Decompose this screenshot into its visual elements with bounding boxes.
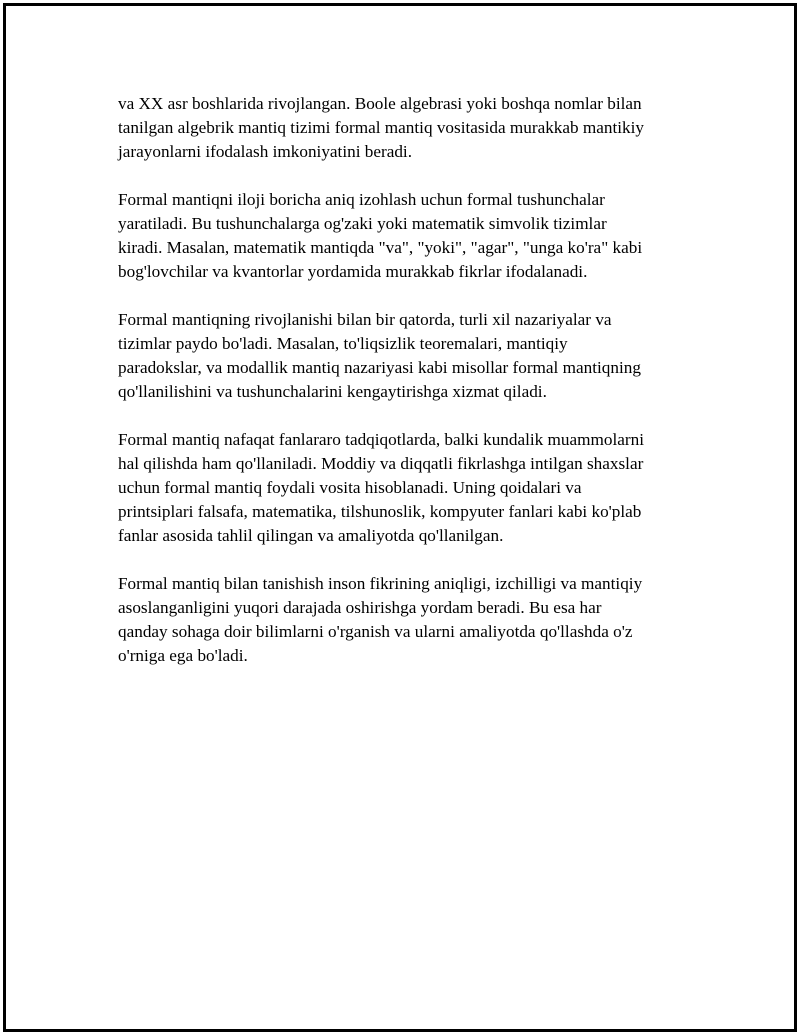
text-line: fanlar asosida tahlil qilingan va amaliyotda qo'llanilgan.: [118, 526, 504, 545]
text-line: qo'llanilishini va tushunchalarini kengaytirishga xizmat qiladi.: [118, 382, 547, 401]
paragraph: [118, 92, 698, 164]
text-line: paradokslar, va modallik mantiq nazariyasi kabi misollar formal mantiqning: [118, 358, 641, 377]
paragraph: [118, 308, 698, 404]
paragraph: [118, 188, 698, 284]
text-line: Formal mantiq nafaqat fanlararo tadqiqotlarda, balki kundalik muammolarni: [118, 430, 644, 449]
paragraph: [118, 572, 698, 668]
text-line: Formal mantiqni iloji boricha aniq izohlash uchun formal tushunchalar: [118, 190, 605, 209]
text-line: kiradi. Masalan, matematik mantiqda "va", "yoki", "agar", "unga ko'ra" kabi: [118, 238, 643, 257]
text-line: hal qilishda ham qo'llaniladi. Moddiy va diqqatli fikrlashga intilgan shaxslar: [118, 454, 644, 473]
text-line: Formal mantiqning rivojlanishi bilan bir qatorda, turli xil nazariyalar va: [118, 310, 612, 329]
text-line: va XX asr boshlarida rivojlangan. Boole algebrasi yoki boshqa nomlar bilan: [118, 94, 642, 113]
text-line: o'rniga ega bo'ladi.: [118, 646, 248, 665]
text-line: tanilgan algebrik mantiq tizimi formal mantiq vositasida murakkab mantikiy: [118, 118, 645, 137]
paragraph: [118, 428, 698, 548]
page-content: [118, 92, 698, 692]
text-line: printsiplari falsafa, matematika, tilshunoslik, kompyuter fanlari kabi ko'plab: [118, 502, 642, 521]
text-line: tizimlar paydo bo'ladi. Masalan, to'liqsizlik teoremalari, mantiqiy: [118, 334, 568, 353]
text-line: Formal mantiq bilan tanishish inson fikrining aniqligi, izchilligi va mantiqiy: [118, 574, 643, 593]
text-line: bog'lovchilar va kvantorlar yordamida murakkab fikrlar ifodalanadi.: [118, 262, 588, 281]
text-line: jarayonlarni ifodalash imkoniyatini beradi.: [118, 142, 413, 161]
text-line: qanday sohaga doir bilimlarni o'rganish va ularni amaliyotda qo'llashda o'z: [118, 622, 633, 641]
text-line: uchun formal mantiq foydali vosita hisoblanadi. Uning qoidalari va: [118, 478, 582, 497]
text-line: asoslanganligini yuqori darajada oshirishga yordam beradi. Bu esa har: [118, 598, 602, 617]
text-line: yaratiladi. Bu tushunchalarga og'zaki yoki matematik simvolik tizimlar: [118, 214, 607, 233]
